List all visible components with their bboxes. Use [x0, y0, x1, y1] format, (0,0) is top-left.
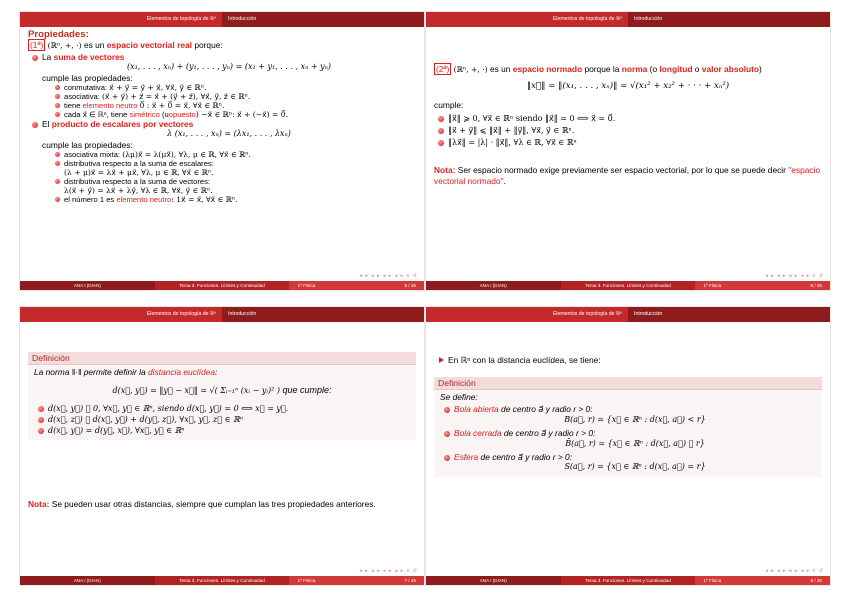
bullet-list — [34, 403, 410, 436]
intro-line: (2ª) (ℝⁿ, +, ·) es un espacio normado porque la norma (o longitud o valor absoluto) — [436, 64, 762, 74]
slide-title: Propiedades: — [28, 29, 89, 40]
list-item: d(x⃗, y⃗) = d(y⃗, x⃗), ∀x⃗, y⃗ ∈ ℝⁿ — [48, 425, 410, 436]
formula: ‖x⃗‖ = ‖(x₁, . . . , xₙ)‖ = √(x₁² + x₂² + · · · + xₙ²) — [526, 81, 730, 92]
header-section: Elementos de topología de ℝⁿ — [20, 12, 222, 27]
property-tag: (2ª) — [436, 64, 450, 74]
note: Nota: Ser espacio normado exige previamente ser espacio vectorial, por lo que se puede decir "espacio vectorial normado". — [434, 165, 821, 186]
bullet-list — [434, 113, 822, 149]
list-item: ‖x⃗ + y⃗‖ ⩽ ‖x⃗‖ + ‖y⃗‖, ∀x⃗, y⃗ ∈ ℝⁿ. — [448, 125, 822, 137]
slide-7 — [20, 307, 424, 585]
page-number: 8 / 45 — [810, 578, 822, 583]
list-item: distributiva respecto a la suma de vectores: λ(x⃗ + y⃗) = λx⃗ + λy⃗, ∀λ ∈ ℝ, ∀x⃗, y⃗ ∈ ℝⁿ. — [64, 177, 416, 195]
list-item: conmutativa: x⃗ + y⃗ = y⃗ + x⃗, ∀x⃗, y⃗ ∈ ℝⁿ. — [64, 83, 416, 92]
list-item: asociativa mixta: (λμ)x⃗ = λ(μx⃗), ∀λ, μ ∈ ℝ, ∀x⃗ ∈ ℝⁿ. — [64, 150, 416, 159]
nav-controls[interactable]: ◂ ▸ ◂ ▸ ◂ ▸ ◂ ▸ ≡ ↺ — [765, 568, 824, 574]
list-item: ‖λx⃗‖ = |λ| · ‖x⃗‖, ∀λ ∈ ℝ, ∀x⃗ ∈ ℝⁿ — [448, 137, 822, 149]
nav-controls[interactable]: ◂ ▸ ◂ ▸ ◂ ▸ ◂ ▸ ≡ ↺ — [765, 273, 824, 279]
slide-header — [20, 307, 424, 322]
list-item: Bola abierta de centro a⃗ y radio r > 0: B(a⃗, r) = {x⃗ ∈ ℝⁿ : d(x⃗, a⃗) < r} — [454, 404, 816, 425]
slide-content: (2ª) (ℝⁿ, +, ·) es un espacio normado porque la norma (o longitud o valor absoluto) ‖x⃗‖ = ‖(x₁, . . . , xₙ)‖ = √(x₁² + x₂² + · · · + xₙ²) cumple: ‖x⃗‖ ⩾ 0, ∀x⃗ ∈ ℝⁿ siendo ‖x⃗‖ = 0 ⟺ x⃗ = 0⃗. ‖x⃗ + y⃗‖ ⩽ ‖x⃗‖ + ‖y⃗‖, ∀x⃗, y⃗ ∈ ℝⁿ. ‖λx⃗‖ = |λ| · ‖x⃗‖, ∀λ ∈ ℝ, ∀x⃗ ∈ ℝⁿ Nota: Ser espacio normado exige previamente ser espacio vectorial, por lo que se puede decir "espacio vectorial normado". — [434, 64, 821, 186]
formula: d(x⃗, y⃗) = ‖y⃗ − x⃗‖ = √( Σᵢ₌₁ⁿ (xᵢ − yᵢ)² ) que cumple: — [112, 385, 332, 395]
list-item: Bola cerrada de centro a⃗ y radio r > 0: B̄(a⃗, r) = {x⃗ ∈ ℝⁿ : d(x⃗, a⃗) ⩽ r} — [454, 428, 816, 449]
slide-content — [28, 30, 416, 204]
page-number: 7 / 45 — [404, 578, 416, 583]
sub-list — [42, 150, 416, 204]
list-item: d(x⃗, y⃗) ⩾ 0, ∀x⃗, y⃗ ∈ ℝⁿ, siendo d(x⃗, y⃗) = 0 ⟺ x⃗ = y⃗. — [48, 403, 410, 414]
list-item: Esfera de centro a⃗ y radio r > 0: S(a⃗, r) = {x⃗ ∈ ℝⁿ : d(x⃗, a⃗) = r} — [454, 452, 816, 473]
bullet-list — [28, 52, 416, 204]
slide-header — [426, 307, 830, 322]
list-item: La suma de vectores (x₁, . . . , xₙ) + (y₁, . . . , yₙ) = (x₁ + y₁, . . . , xₙ + yₙ) cumple las propiedades: conmutativa: x⃗ + y⃗ = y⃗ + x⃗, ∀x⃗, y⃗ ∈ ℝⁿ. asociativa: (x⃗ + y⃗) + z⃗ = x⃗ + (y⃗ + z⃗), ∀x⃗, y⃗, z⃗ ∈ ℝⁿ. tiene elemento neutro 0⃗ : x⃗ + 0⃗ = x⃗, ∀x⃗ ∈ ℝⁿ. cada x⃗ ∈ ℝⁿ, tiene simétrico (uopuesto) −x⃗ ∈ ℝⁿ: x⃗ + (−x⃗) = 0⃗. — [42, 52, 416, 119]
highlight-term: espacio vectorial real — [106, 40, 192, 51]
slide-footer: ANA I (DIAN) Tema 3. Funciones. Límites y Continuidad 1º Física 5 / 45 — [20, 281, 424, 290]
highlight-term: producto de escalares por vectores — [51, 119, 194, 130]
header-subsection[interactable]: Introducción — [628, 12, 830, 27]
header-subsection[interactable]: Introducción — [222, 12, 424, 27]
nav-controls[interactable]: ◂ ▸ ◂ ▸ ◂ ▸ ◂ ▸ ≡ ↺ — [359, 273, 418, 279]
intro-line: (1ª) (ℝⁿ, +, ·) es un espacio vectorial real porque: — [30, 40, 223, 51]
header-subsection[interactable]: Introducción — [628, 307, 830, 322]
list-item: ‖x⃗‖ ⩾ 0, ∀x⃗ ∈ ℝⁿ siendo ‖x⃗‖ = 0 ⟺ x⃗ = 0⃗. — [448, 113, 822, 125]
definition-body: La norma ‖·‖ permite definir la distancia euclídea: d(x⃗, y⃗) = ‖y⃗ − x⃗‖ = √( Σᵢ₌₁ⁿ (xᵢ − yᵢ)² ) que cumple: d(x⃗, y⃗) ⩾ 0, ∀x⃗, y⃗ ∈ ℝⁿ, siendo d(x⃗, y⃗) = 0 ⟺ x⃗ = y⃗. d(x⃗, z⃗) ⩽ d(x⃗, y⃗) + d(y⃗, z⃗), ∀x⃗, y⃗, z⃗ ∈ ℝⁿ d(x⃗, y⃗) = d(y⃗, x⃗), ∀x⃗, y⃗ ∈ ℝⁿ — [28, 365, 416, 440]
formula: λ (x₁, . . . , xₙ) = (λx₁, . . . , λxₙ) — [167, 129, 291, 139]
definition-body: Se define: Bola abierta de centro a⃗ y radio r > 0: B(a⃗, r) = {x⃗ ∈ ℝⁿ : d(x⃗, a⃗) < r} Bola cerrada de centro a⃗ y radio r > 0: B̄(a⃗, r) = {x⃗ ∈ ℝⁿ : d(x⃗, a⃗) ⩽ r} Esfera de centro a⃗ y radio r > 0: S(a⃗, r) = {x⃗ ∈ ℝⁿ : d(x⃗, a⃗) = r} — [434, 390, 822, 477]
definition-title: Definición — [28, 352, 416, 365]
slide-footer: ANA I (DIAN) Tema 3. Funciones. Límites y Continuidad 1º Física 6 / 45 — [426, 281, 830, 290]
list-item: El producto de escalares por vectores λ (x₁, . . . , xₙ) = (λx₁, . . . , λxₙ) cumple las propiedades: asociativa mixta: (λμ)x⃗ = λ(μx⃗), ∀λ, μ ∈ ℝ, ∀x⃗ ∈ ℝⁿ. distributiva respecto a la suma de escalares: (λ + μ)x⃗ = λx⃗ + μx⃗, ∀λ, μ ∈ ℝ, ∀x⃗ ∈ ℝⁿ. distributiva respecto a la suma de vectores: λ(x⃗ + y⃗) = λx⃗ + λy⃗, ∀λ ∈ ℝ, ∀x⃗, y⃗ ∈ ℝⁿ. el número 1 es elemento neutro: 1x⃗ = x⃗, ∀x⃗ ∈ ℝⁿ. — [42, 119, 416, 204]
slide-8 — [426, 307, 830, 585]
header-subsection[interactable]: Introducción — [222, 307, 424, 322]
intro-line: En ℝⁿ con la distancia euclídea, se tiene: — [448, 355, 822, 365]
slide-header — [426, 12, 830, 27]
sub-list — [42, 83, 416, 119]
definition-title: Definición — [434, 377, 822, 390]
slide-footer: ANA I (DIAN) Tema 3. Funciones. Límites y Continuidad 1º Física 8 / 45 — [426, 576, 830, 585]
list-item: d(x⃗, z⃗) ⩽ d(x⃗, y⃗) + d(y⃗, z⃗), ∀x⃗, y⃗, z⃗ ∈ ℝⁿ — [48, 414, 410, 425]
header-section: Elementos de topología de ℝⁿ — [426, 12, 628, 27]
list-item: tiene elemento neutro 0⃗ : x⃗ + 0⃗ = x⃗, ∀x⃗ ∈ ℝⁿ. — [64, 101, 416, 110]
slide-content — [434, 355, 822, 365]
header-section: Elementos de topología de ℝⁿ — [426, 307, 628, 322]
slide-header — [20, 12, 424, 27]
highlight-term: suma de vectores — [53, 51, 125, 62]
list-item: distributiva respecto a la suma de escalares: (λ + μ)x⃗ = λx⃗ + μx⃗, ∀λ, μ ∈ ℝ, ∀x⃗ ∈ ℝⁿ. — [64, 159, 416, 177]
bullet-list — [440, 404, 816, 472]
nav-controls[interactable]: ◂ ▸ ◂ ▸ ◂ ▸ ◂ ▸ ≡ ↺ — [359, 568, 418, 574]
definition-block — [434, 377, 822, 477]
note: Nota: Se pueden usar otras distancias, siempre que cumplan las tres propiedades anteriores. — [28, 499, 376, 509]
definition-block — [28, 352, 416, 440]
slide-6 — [426, 12, 830, 290]
list-item: cada x⃗ ∈ ℝⁿ, tiene simétrico (uopuesto) −x⃗ ∈ ℝⁿ: x⃗ + (−x⃗) = 0⃗. — [64, 110, 416, 119]
header-section: Elementos de topología de ℝⁿ — [20, 307, 222, 322]
page-number: 5 / 45 — [404, 283, 416, 288]
property-tag: (1ª) — [30, 40, 44, 51]
formula: (x₁, . . . , xₙ) + (y₁, . . . , yₙ) = (x₁ + y₁, . . . , xₙ + yₙ) — [126, 62, 332, 72]
list-item: asociativa: (x⃗ + y⃗) + z⃗ = x⃗ + (y⃗ + z⃗), ∀x⃗, y⃗, z⃗ ∈ ℝⁿ. — [64, 92, 416, 101]
list-item: el número 1 es elemento neutro: 1x⃗ = x⃗, ∀x⃗ ∈ ℝⁿ. — [64, 195, 416, 204]
slide-5 — [20, 12, 424, 290]
page-number: 6 / 45 — [810, 283, 822, 288]
intro-math: (ℝⁿ, +, ·) — [47, 41, 82, 51]
slide-footer: ANA I (DIAN) Tema 3. Funciones. Límites y Continuidad 1º Física 7 / 45 — [20, 576, 424, 585]
